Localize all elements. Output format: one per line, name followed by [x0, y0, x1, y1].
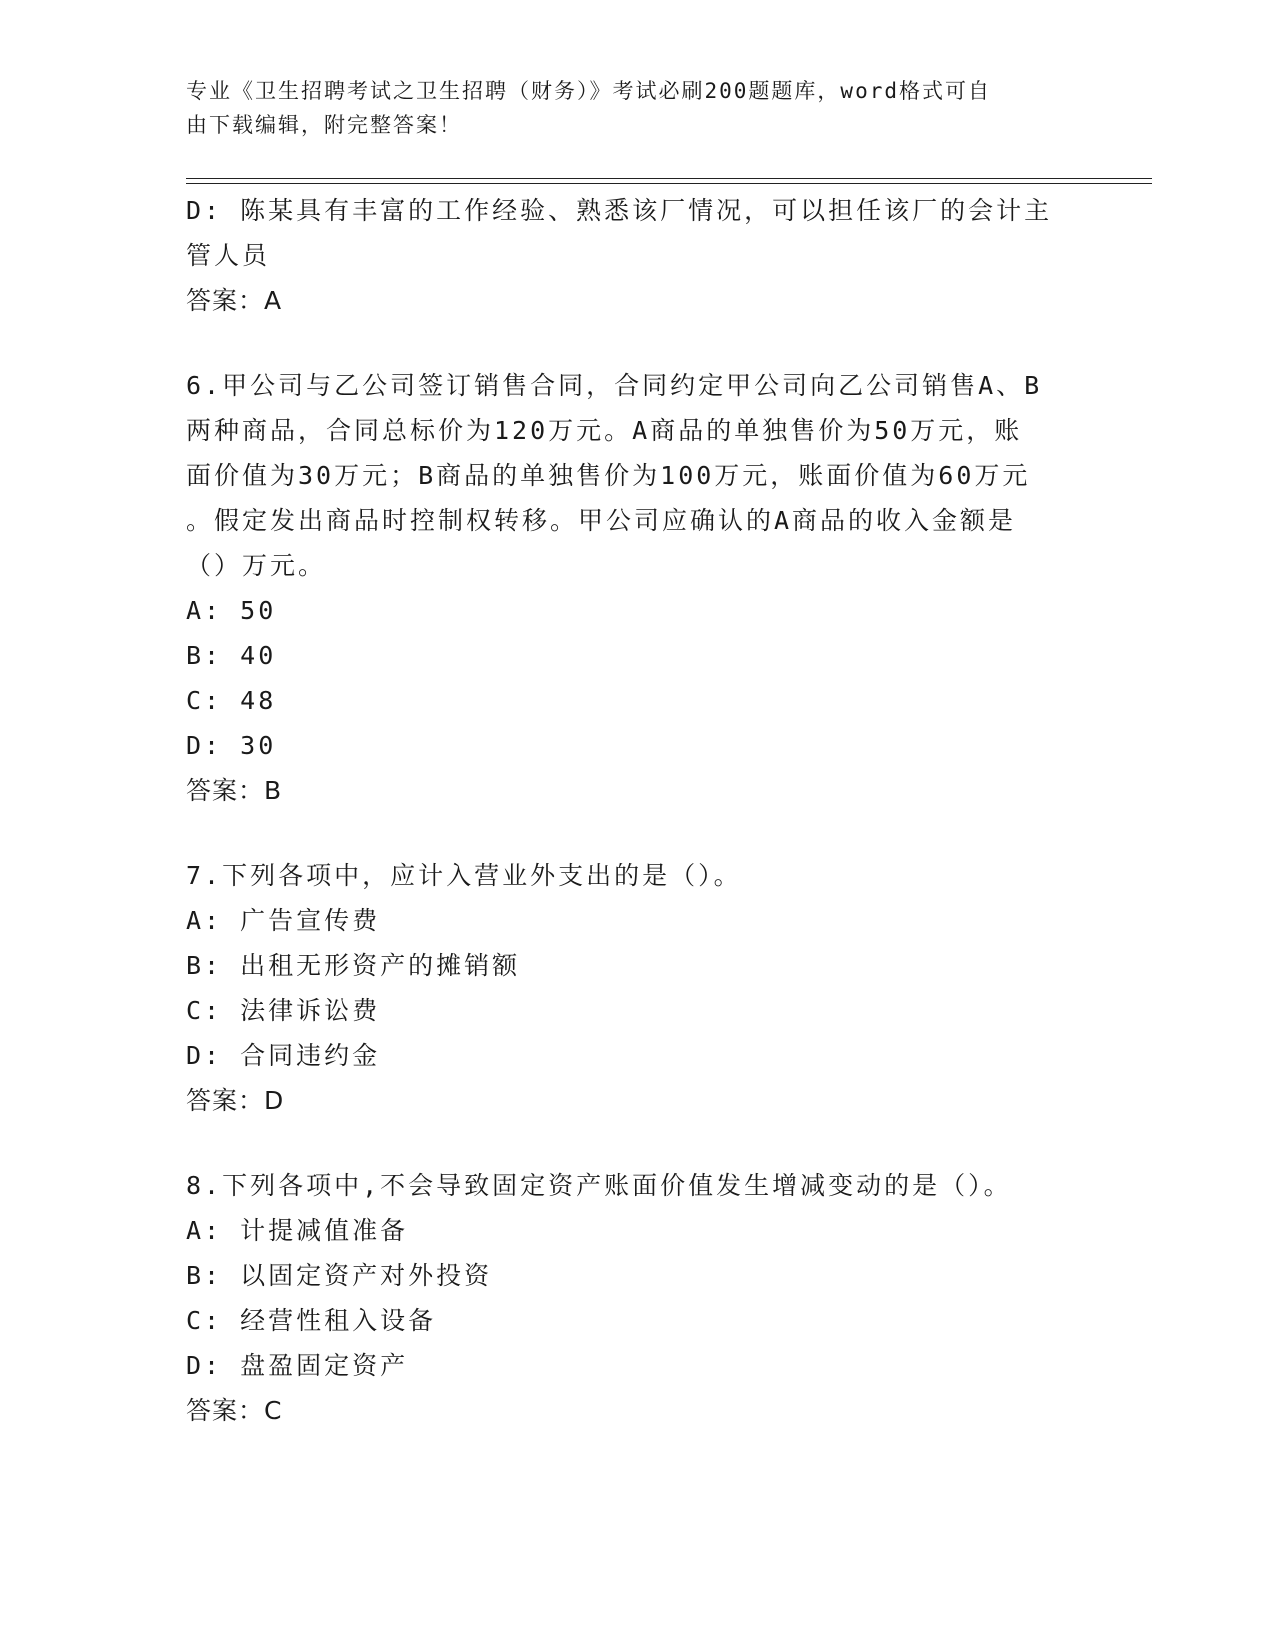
option-d-continued: 管人员: [186, 241, 271, 270]
option-c: C: 法律诉讼费: [186, 996, 381, 1025]
question-content: [186, 188, 1086, 1433]
answer-line: 答案：B: [186, 776, 283, 805]
option-b: B: 以固定资产对外投资: [186, 1261, 493, 1290]
answer-line: 答案：C: [186, 1396, 283, 1425]
question-6: [186, 363, 1086, 813]
answer-line: 答案：D: [186, 1086, 285, 1115]
document-header: [186, 74, 1066, 142]
question-stem: 6.甲公司与乙公司签订销售合同，合同约定甲公司向乙公司销售A、B: [186, 371, 1043, 400]
option-a: A: 50: [186, 596, 277, 625]
header-line-2: 由下载编辑，附完整答案！: [186, 113, 462, 137]
question-8: [186, 1163, 1086, 1433]
question-stem: 面价值为30万元；B商品的单独售价为100万元，账面价值为60万元: [186, 461, 1031, 490]
header-line-1: 专业《卫生招聘考试之卫生招聘（财务）》考试必刷200题题库，word格式可自: [186, 79, 991, 103]
header-divider-top: [186, 178, 1152, 179]
option-a: A: 计提减值准备: [186, 1216, 409, 1245]
option-b: B: 出租无形资产的摊销额: [186, 951, 521, 980]
answer-line: 答案：A: [186, 286, 283, 315]
option-a: A: 广告宣传费: [186, 906, 381, 935]
option-c: C: 经营性租入设备: [186, 1306, 437, 1335]
header-divider-bottom: [186, 183, 1152, 184]
option-c: C: 48: [186, 686, 277, 715]
question-stem: 7.下列各项中，应计入营业外支出的是（）。: [186, 861, 742, 890]
option-d: D: 30: [186, 731, 277, 760]
option-b: B: 40: [186, 641, 277, 670]
question-stem: 两种商品，合同总标价为120万元。A商品的单独售价为50万元，账: [186, 416, 1023, 445]
option-d: D: 盘盈固定资产: [186, 1351, 409, 1380]
option-d: D: 合同违约金: [186, 1041, 381, 1070]
question-stem: 8.下列各项中,不会导致固定资产账面价值发生增减变动的是（）。: [186, 1171, 1012, 1200]
question-7: [186, 853, 1086, 1123]
option-d: D: 陈某具有丰富的工作经验、熟悉该厂情况，可以担任该厂的会计主: [186, 196, 1053, 225]
question-stem: 。假定发出商品时控制权转移。甲公司应确认的A商品的收入金额是: [186, 506, 1017, 535]
question-stem: （）万元。: [186, 551, 327, 580]
question-5-tail: [186, 188, 1086, 323]
